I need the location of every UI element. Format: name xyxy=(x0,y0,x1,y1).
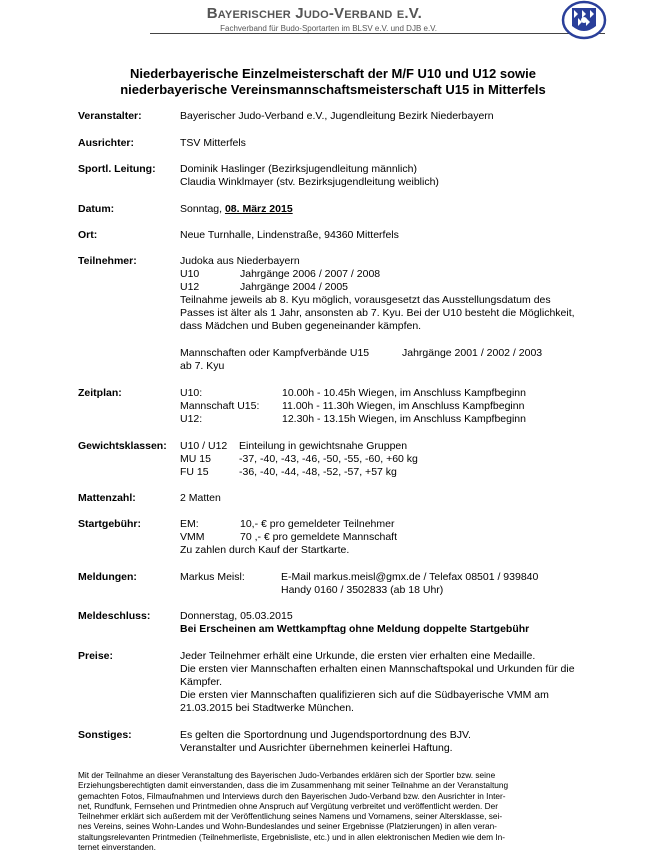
zeitplan-time: 11.00h - 11.30h Wiegen, im Anschluss Kampfbeginn xyxy=(282,400,525,412)
veranstalter-value: Bayerischer Judo-Verband e.V., Jugendleitung Bezirk Niederbayern xyxy=(180,110,494,122)
sonstiges-label: Sonstiges: xyxy=(78,729,132,741)
preise-label: Preise: xyxy=(78,650,114,662)
ausrichter-value: TSV Mitterfels xyxy=(180,137,246,149)
leitung-label: Sportl. Leitung: xyxy=(78,163,156,175)
teilnehmer-u10-class: U10 xyxy=(180,268,200,280)
datum-value xyxy=(180,203,293,215)
startgebuehr-label: Startgebühr: xyxy=(78,518,141,530)
ort-label: Ort: xyxy=(78,229,98,241)
ort-value: Neue Turnhalle, Lindenstraße, 94360 Mitterfels xyxy=(180,229,399,241)
gewicht-u10-u12: U10 / U12 xyxy=(180,440,228,452)
teilnehmer-team-years: Jahrgänge 2001 / 2002 / 2003 xyxy=(402,347,543,359)
footer-line: gemachten Fotos, Filmaufnahmen und Interviews durch den Bayerischen Judo-Verband bzw. den Ausrichter in Inter- xyxy=(78,790,506,801)
meldeschluss-warning: Bei Erscheinen am Wettkampftag ohne Meldung doppelte Startgebühr xyxy=(180,623,530,635)
gewicht-mu15-classes: -37, -40, -43, -46, -50, -55, -60, +60 kg xyxy=(239,453,418,465)
startgebuehr-em-value: 10,- € pro gemeldeter Teilnehmer xyxy=(240,518,395,530)
preise-line: 21.03.2015 bei Stadtwerke München. xyxy=(180,702,354,714)
footer-line: ternet einverstanden. xyxy=(78,842,156,853)
meldungen-contact-2: Handy 0160 / 3502833 (ab 18 Uhr) xyxy=(281,584,444,596)
startgebuehr-vmm-key: VMM xyxy=(180,531,205,543)
teilnehmer-team-kyu: ab 7. Kyu xyxy=(180,360,225,372)
zeitplan-time: 10.00h - 10.45h Wiegen, im Anschluss Kampfbeginn xyxy=(282,387,526,399)
startgebuehr-vmm-value: 70 ,- € pro gemeldete Mannschaft xyxy=(240,531,398,543)
zeitplan-label: Zeitplan: xyxy=(78,387,122,399)
meldeschluss-label: Meldeschluss: xyxy=(78,610,151,622)
footer-line: net, Rundfunk, Fernsehen und Printmedien ohne Anspruch auf Vergütung verbreitet und veröffentlicht werden. Der xyxy=(78,800,499,811)
startgebuehr-em-key: EM: xyxy=(180,518,199,530)
gewicht-fu15-classes: -36, -40, -44, -48, -52, -57, +57 kg xyxy=(239,466,397,478)
footer-line: Mit der Teilnahme an dieser Veranstaltung des Bayerischen Judo-Verbandes erklären sich der Sportler bzw. seine xyxy=(78,770,496,780)
gewicht-u10-u12-text: Einteilung in gewichtsnahe Gruppen xyxy=(239,440,408,452)
document-title-line-1: Niederbayerische Einzelmeisterschaft der M/F U10 und U12 sowie xyxy=(129,66,537,81)
leitung-line-1: Dominik Haslinger (Bezirksjugendleitung männlich) xyxy=(180,163,417,175)
teilnehmer-u10-years: Jahrgänge 2006 / 2007 / 2008 xyxy=(240,268,381,280)
footer-line: Erziehungsberechtigten damit einverstanden, dass die im Zusammenhang mit seiner Teilnahme an der Veranstaltung xyxy=(78,780,509,791)
startgebuehr-note: Zu zahlen durch Kauf der Startkarte. xyxy=(180,544,350,556)
zeitplan-group: U12: xyxy=(180,413,203,425)
preise-line: Die ersten vier Mannschaften erhalten einen Mannschaftspokal und Urkunden für die xyxy=(180,663,575,675)
document-title-line-2: niederbayerische Vereinsmannschaftsmeisterschaft U15 in Mitterfels xyxy=(120,82,546,97)
zeitplan-group: Mannschaft U15: xyxy=(180,400,260,412)
teilnehmer-text-3: dass Mädchen und Buben gegeneinander kämpfen. xyxy=(180,320,422,332)
veranstalter-label: Veranstalter: xyxy=(78,110,142,122)
sonstiges-line: Es gelten die Sportordnung und Jugendsportordnung des BJV. xyxy=(180,729,471,741)
gewicht-fu15: FU 15 xyxy=(180,466,209,478)
header-rule xyxy=(150,33,605,34)
teilnehmer-intro: Judoka aus Niederbayern xyxy=(180,255,300,267)
bjv-logo xyxy=(560,0,608,40)
matten-value: 2 Matten xyxy=(180,492,221,504)
preise-line: Kämpfer. xyxy=(180,676,223,688)
footer-line: nes Vereins, seines Wohn-Landes und Wohn-Bundeslandes und seiner Ergebnisse (Platzierungen) in allen veran- xyxy=(78,821,497,832)
teilnehmer-label: Teilnehmer: xyxy=(78,255,137,267)
zeitplan-group: U10: xyxy=(180,387,203,399)
datum-date: 08. März 2015 xyxy=(224,203,293,215)
ausrichter-label: Ausrichter: xyxy=(78,137,135,149)
gewicht-mu15: MU 15 xyxy=(180,453,211,465)
footer-disclaimer xyxy=(78,770,598,852)
preise-line: Die ersten vier Mannschaften qualifizieren sich auf die Südbayerische VMM am xyxy=(180,689,549,701)
org-subtitle: Fachverband für Budo-Sportarten im BLSV e.V. und DJB e.V. xyxy=(220,24,437,33)
gewicht-label: Gewichtsklassen: xyxy=(78,440,167,452)
leitung-line-2: Claudia Winklmayer (stv. Bezirksjugendleitung weiblich) xyxy=(180,176,439,188)
meldungen-contact-1: E-Mail markus.meisl@gmx.de / Telefax 08501 / 939840 xyxy=(281,571,539,583)
meldungen-label: Meldungen: xyxy=(78,571,137,583)
teilnehmer-text-2: Passes ist älter als 1 Jahr, ansonsten ab 7. Kyu. Bei der U10 besteht die Möglichkeit, xyxy=(180,307,575,319)
teilnehmer-text-1: Teilnahme jeweils ab 8. Kyu möglich, vorausgesetzt das Ausstellungsdatum des xyxy=(180,294,551,306)
footer-line: staltungsrelevanten Printmedien (Teilnehmerliste, Ergebnisliste, etc.) und in allen elektronischen Medien wie dem In- xyxy=(78,831,506,842)
sonstiges-line: Veranstalter und Ausrichter übernehmen keinerlei Haftung. xyxy=(180,742,453,754)
matten-label: Mattenzahl: xyxy=(78,492,136,504)
teilnehmer-team-line: Mannschaften oder Kampfverbände U15 xyxy=(180,347,370,359)
datum-label: Datum: xyxy=(78,203,115,215)
teilnehmer-u12-years: Jahrgänge 2004 / 2005 xyxy=(240,281,349,293)
datum-prefix: Sonntag, xyxy=(180,203,225,215)
zeitplan-time: 12.30h - 13.15h Wiegen, im Anschluss Kampfbeginn xyxy=(282,413,526,425)
org-name: Bayerischer Judo-Verband e.V. xyxy=(206,5,422,22)
meldungen-name: Markus Meisl: xyxy=(180,571,245,583)
teilnehmer-u12-class: U12 xyxy=(180,281,200,293)
footer-line: Teilnehmer erklärt sich außerdem mit der Veröffentlichung seines Namens und Vornamens, seiner Altersklasse, sei- xyxy=(78,811,503,822)
meldeschluss-date: Donnerstag, 05.03.2015 xyxy=(180,610,293,622)
preise-line: Jeder Teilnehmer erhält eine Urkunde, die ersten vier erhalten eine Medaille. xyxy=(180,650,536,662)
